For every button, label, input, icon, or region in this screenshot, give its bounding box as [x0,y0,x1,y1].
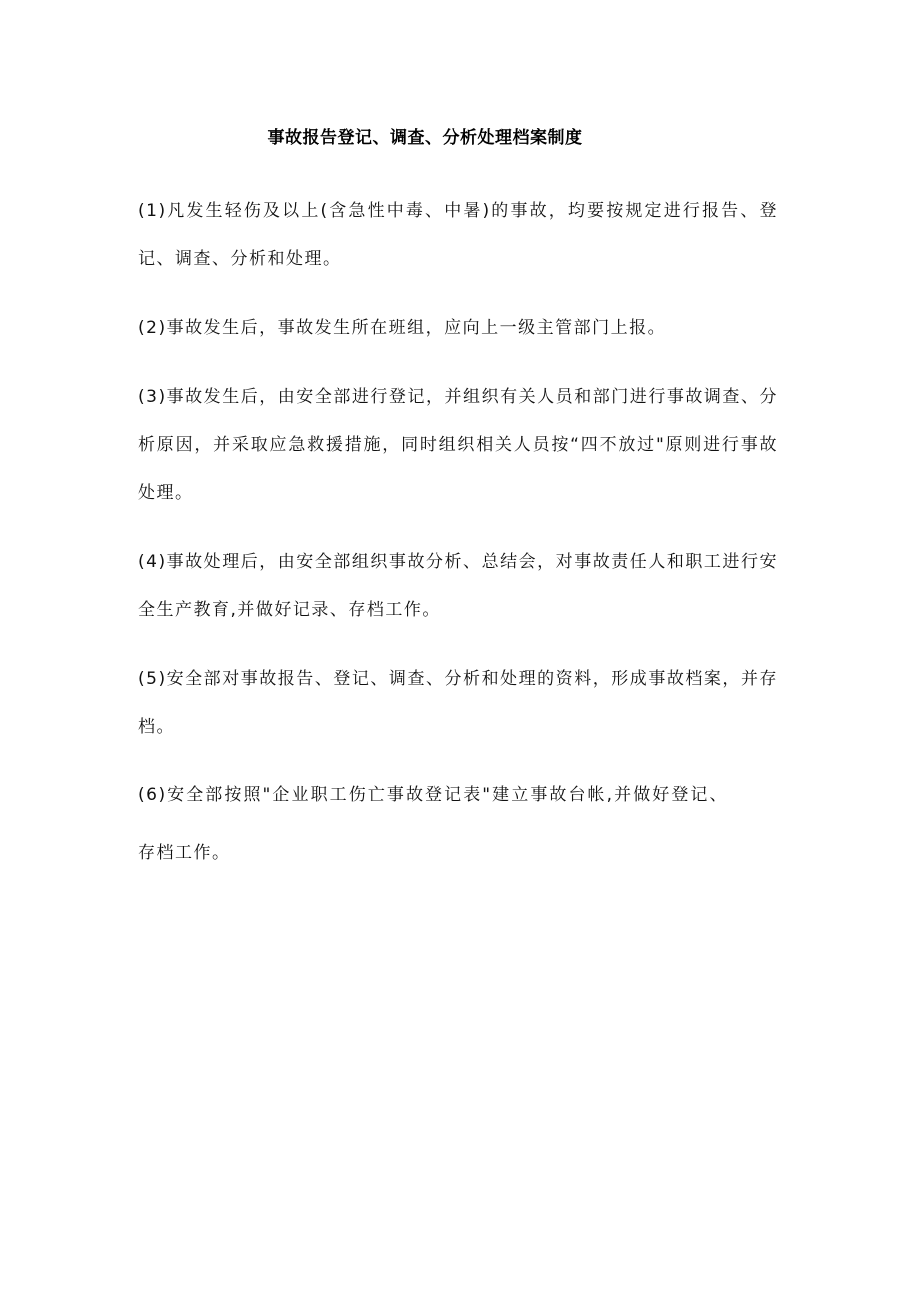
document-body [138,187,778,882]
paragraph-4: (4)事故处理后，由安全部组织事故分析、总结会，对事故责任人和职工进行安全生产教育,并做好记录、存档工作。 [138,552,778,620]
paragraph-6: (6)安全部按照"企业职工伤亡事故登记表"建立事故台帐,并做好登记、存档工作。 [138,785,728,863]
paragraph-2: (2)事故发生后，事故发生所在班组，应向上一级主管部门上报。 [138,318,667,338]
paragraph-5: (5)安全部对事故报告、登记、调查、分析和处理的资料，形成事故档案，并存档。 [138,669,778,737]
paragraph-1: (1)凡发生轻伤及以上(含急性中毒、中暑)的事故，均要按规定进行报告、登记、调查、分析和处理。 [138,201,778,269]
paragraph-3: (3)事故发生后，由安全部进行登记，并组织有关人员和部门进行事故调查、分析原因，并采取应急救援措施，同时组织相关人员按“四不放过"原则进行事故处理。 [138,387,778,503]
document-title: 事故报告登记、调查、分析处理档案制度 [267,128,583,148]
